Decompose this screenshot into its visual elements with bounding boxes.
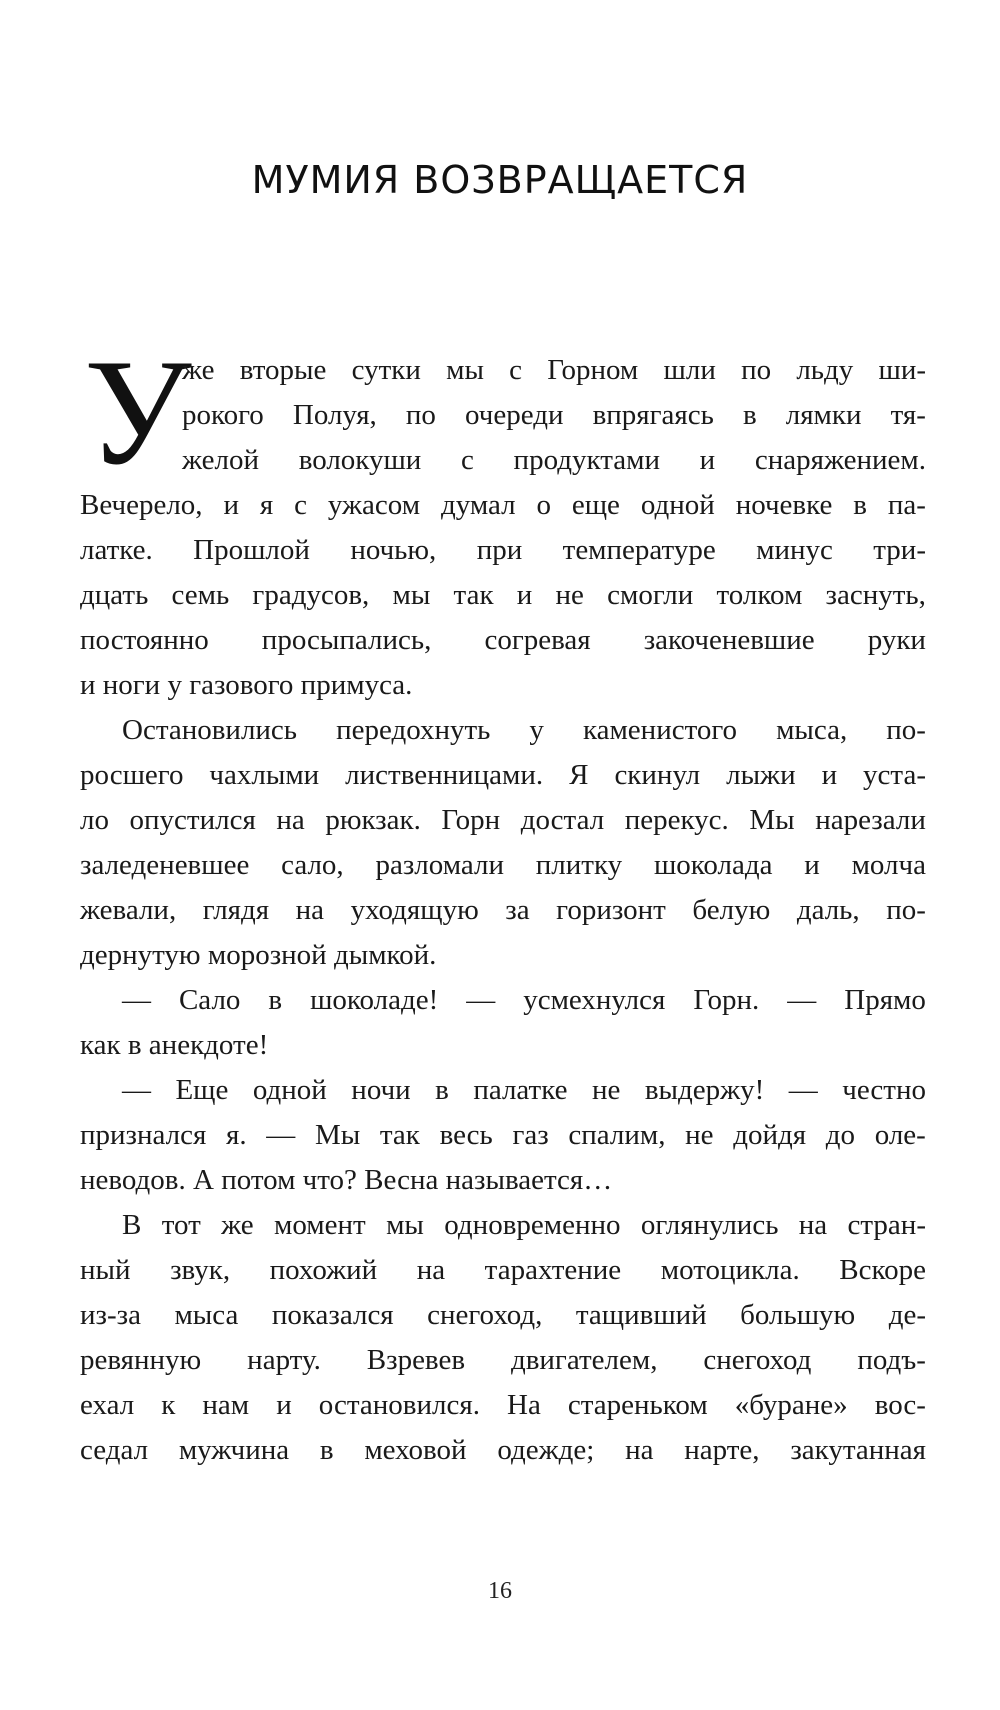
word: ный xyxy=(80,1254,131,1286)
text-line xyxy=(80,843,926,888)
word: честно xyxy=(842,1074,926,1106)
word: сало, xyxy=(281,849,344,881)
text-line: и ноги у газового примуса. xyxy=(80,669,413,701)
word: одежде; xyxy=(497,1434,595,1466)
text-line xyxy=(80,1338,926,1383)
word: заснуть, xyxy=(825,579,926,611)
word: чахлыми xyxy=(209,759,320,791)
word: в xyxy=(742,399,757,431)
word: закутанная xyxy=(790,1434,926,1466)
word: за xyxy=(505,894,530,926)
word: дцать xyxy=(80,579,149,611)
word: нам xyxy=(202,1389,250,1421)
text-line: дернутую морозной дымкой. xyxy=(80,939,437,971)
word: на xyxy=(276,804,305,836)
word: по- xyxy=(886,714,926,746)
word: заледеневшее xyxy=(80,849,250,881)
word: меховой xyxy=(364,1434,467,1466)
word: и xyxy=(699,444,716,476)
word: Сало xyxy=(178,984,241,1016)
word: даль, xyxy=(796,894,860,926)
text-line xyxy=(80,888,926,933)
word: температуре xyxy=(562,534,716,566)
word: палатке xyxy=(473,1074,568,1106)
word: Остановились xyxy=(122,714,298,746)
word: лыжи xyxy=(726,759,796,791)
word: показался xyxy=(271,1299,394,1331)
word: смогли xyxy=(607,579,694,611)
word: по xyxy=(405,399,436,431)
word: лиственницами. xyxy=(345,759,544,791)
text-line xyxy=(80,798,926,843)
word: Полуя, xyxy=(292,399,377,431)
word: и xyxy=(276,1389,292,1421)
word: мужчина xyxy=(178,1434,290,1466)
word: с xyxy=(461,444,474,476)
word: Прошлой xyxy=(193,534,310,566)
word: на xyxy=(625,1434,654,1466)
text-line xyxy=(80,573,926,618)
word: подъ- xyxy=(857,1344,926,1376)
text-line xyxy=(80,483,926,528)
word: толком xyxy=(716,579,803,611)
word: закоченевшие xyxy=(643,624,815,656)
chapter-title: МУМИЯ ВОЗВРАЩАЕТСЯ xyxy=(251,158,749,202)
word: — xyxy=(266,1119,296,1151)
word: двигателем, xyxy=(510,1344,658,1376)
word: признался xyxy=(80,1119,207,1151)
word: Горн xyxy=(441,804,501,836)
text-line xyxy=(80,708,926,753)
word: похожий xyxy=(269,1254,378,1286)
word: звук, xyxy=(170,1254,231,1286)
text-line xyxy=(80,618,926,663)
word: очереди xyxy=(465,399,564,431)
word: — xyxy=(122,1074,151,1106)
word: минус xyxy=(756,534,833,566)
word: латке. xyxy=(80,534,153,566)
word: просыпались, xyxy=(261,624,432,656)
word: нарезали xyxy=(815,804,926,836)
word: седал xyxy=(80,1434,149,1466)
word: Вечерело, xyxy=(80,489,203,521)
text-line xyxy=(80,1203,926,1248)
word: еще xyxy=(571,489,620,521)
word: нарте, xyxy=(684,1434,760,1466)
word: рокого xyxy=(182,399,264,431)
word: постоянно xyxy=(80,624,209,656)
word: спалим, xyxy=(568,1119,666,1151)
text-line xyxy=(80,1293,926,1338)
word: так xyxy=(379,1119,420,1151)
text-line: как в анекдоте! xyxy=(80,1029,269,1061)
text-line xyxy=(80,1248,926,1293)
word: мыса, xyxy=(776,714,848,746)
word: и xyxy=(223,489,239,521)
word: момент xyxy=(274,1209,366,1241)
text-line xyxy=(80,978,926,1023)
word: опустился xyxy=(129,804,256,836)
word: большую xyxy=(740,1299,856,1331)
word: — xyxy=(466,984,496,1016)
word: На xyxy=(507,1389,541,1421)
page-number: 16 xyxy=(488,1578,512,1604)
word: Я xyxy=(569,759,589,791)
word: в xyxy=(319,1434,334,1466)
word: на xyxy=(416,1254,446,1286)
word: думал xyxy=(440,489,516,521)
word: не xyxy=(591,1074,621,1106)
word: остановился. xyxy=(318,1389,480,1421)
word: стран- xyxy=(847,1209,926,1241)
word: оглянулись xyxy=(640,1209,779,1241)
word: перекус. xyxy=(624,804,729,836)
word: мотоцикла. xyxy=(660,1254,800,1286)
word: Вскоре xyxy=(839,1254,926,1286)
word: весь xyxy=(439,1119,493,1151)
word: и xyxy=(804,849,820,881)
word: разломали xyxy=(375,849,504,881)
word: уста- xyxy=(863,759,926,791)
drop-cap: У xyxy=(84,328,192,496)
word: мы xyxy=(446,354,484,386)
word: В xyxy=(122,1209,142,1241)
word: желой xyxy=(182,444,260,476)
word: продуктами xyxy=(513,444,660,476)
word: с xyxy=(294,489,307,521)
word: Горном xyxy=(547,354,639,386)
word: шоколада xyxy=(653,849,773,881)
text-body xyxy=(80,348,926,1473)
word: молча xyxy=(851,849,926,881)
text-line xyxy=(80,438,926,483)
word: мы xyxy=(386,1209,424,1241)
word: я. xyxy=(226,1119,247,1151)
word: — xyxy=(122,984,151,1016)
word: тарахтение xyxy=(484,1254,622,1286)
word: ло xyxy=(80,804,109,836)
word: в xyxy=(435,1074,449,1106)
word: при xyxy=(476,534,523,566)
word: не xyxy=(685,1119,714,1151)
word: у xyxy=(529,714,544,746)
word: впрягаясь xyxy=(592,399,714,431)
word: оле- xyxy=(874,1119,926,1151)
text-line xyxy=(80,393,926,438)
word: одной xyxy=(640,489,715,521)
word: уходящую xyxy=(350,894,479,926)
word: выдержу! xyxy=(644,1074,765,1106)
word: жевали, xyxy=(80,894,177,926)
word: достал xyxy=(520,804,605,836)
word: шли xyxy=(663,354,716,386)
word: на xyxy=(798,1209,828,1241)
word: же xyxy=(182,354,215,386)
word: передохнуть xyxy=(336,714,491,746)
word: согревая xyxy=(484,624,591,656)
word: па- xyxy=(887,489,926,521)
word: руки xyxy=(867,624,926,656)
text-line xyxy=(80,1383,926,1428)
word: усмехнулся xyxy=(523,984,666,1016)
word: сутки xyxy=(351,354,421,386)
word: ужасом xyxy=(327,489,421,521)
word: — xyxy=(788,1074,818,1106)
word: Еще xyxy=(175,1074,229,1106)
word: же xyxy=(221,1209,254,1241)
word: к xyxy=(161,1389,176,1421)
word: тя- xyxy=(890,399,926,431)
word: вос- xyxy=(874,1389,926,1421)
word: рюкзак. xyxy=(325,804,421,836)
word: не xyxy=(555,579,584,611)
word: и xyxy=(821,759,838,791)
word: глядя xyxy=(202,894,270,926)
word: мы xyxy=(392,579,431,611)
word: скинул xyxy=(614,759,701,791)
word: нарту. xyxy=(247,1344,321,1376)
word: ночью, xyxy=(350,534,437,566)
text-line xyxy=(80,1068,926,1113)
word: Прямо xyxy=(844,984,926,1016)
word: Взревев xyxy=(366,1344,466,1376)
word: ночевке xyxy=(735,489,833,521)
word: белую xyxy=(692,894,771,926)
word: до xyxy=(825,1119,856,1151)
word: семь xyxy=(171,579,230,611)
word: о xyxy=(536,489,551,521)
word: я xyxy=(259,489,274,521)
word: снаряжением. xyxy=(754,444,926,476)
text-line: неводов. А потом что? Весна называется… xyxy=(80,1164,613,1196)
word: стареньком xyxy=(567,1389,708,1421)
word: на xyxy=(295,894,325,926)
word: так xyxy=(453,579,494,611)
word: Мы xyxy=(314,1119,361,1151)
word: лямки xyxy=(785,399,862,431)
word: каменистого xyxy=(582,714,738,746)
word: ши- xyxy=(878,354,926,386)
word: три- xyxy=(873,534,926,566)
word: одной xyxy=(252,1074,327,1106)
word: горизонт xyxy=(556,894,666,926)
word: снегоход xyxy=(703,1344,812,1376)
word: росшего xyxy=(80,759,184,791)
word: снегоход, xyxy=(427,1299,543,1331)
word: по xyxy=(741,354,772,386)
text-line xyxy=(80,1428,926,1473)
word: Горн. xyxy=(693,984,760,1016)
text-line xyxy=(80,753,926,798)
word: ревянную xyxy=(80,1344,202,1376)
word: тащивший xyxy=(575,1299,707,1331)
word: тот xyxy=(161,1209,201,1241)
word: одновременно xyxy=(444,1209,621,1241)
text-line xyxy=(80,1113,926,1158)
word: плитку xyxy=(535,849,623,881)
word: газ xyxy=(512,1119,549,1151)
word: градусов, xyxy=(252,579,370,611)
text-line xyxy=(80,528,926,573)
word: шоколаде! xyxy=(310,984,439,1016)
word: в xyxy=(853,489,867,521)
word: ночи xyxy=(351,1074,411,1106)
text-line xyxy=(80,348,926,393)
word: из-за xyxy=(80,1299,141,1331)
word: ехал xyxy=(80,1389,135,1421)
word: и xyxy=(516,579,533,611)
word: Мы xyxy=(749,804,795,836)
word: по- xyxy=(886,894,926,926)
word: мыса xyxy=(174,1299,239,1331)
word: — xyxy=(787,984,817,1016)
word: вторые xyxy=(239,354,327,386)
word: волокуши xyxy=(298,444,422,476)
word: де- xyxy=(888,1299,926,1331)
word: в xyxy=(268,984,283,1016)
word: дойдя xyxy=(733,1119,807,1151)
word: льду xyxy=(796,354,854,386)
word: с xyxy=(509,354,523,386)
word: «буране» xyxy=(734,1389,848,1421)
